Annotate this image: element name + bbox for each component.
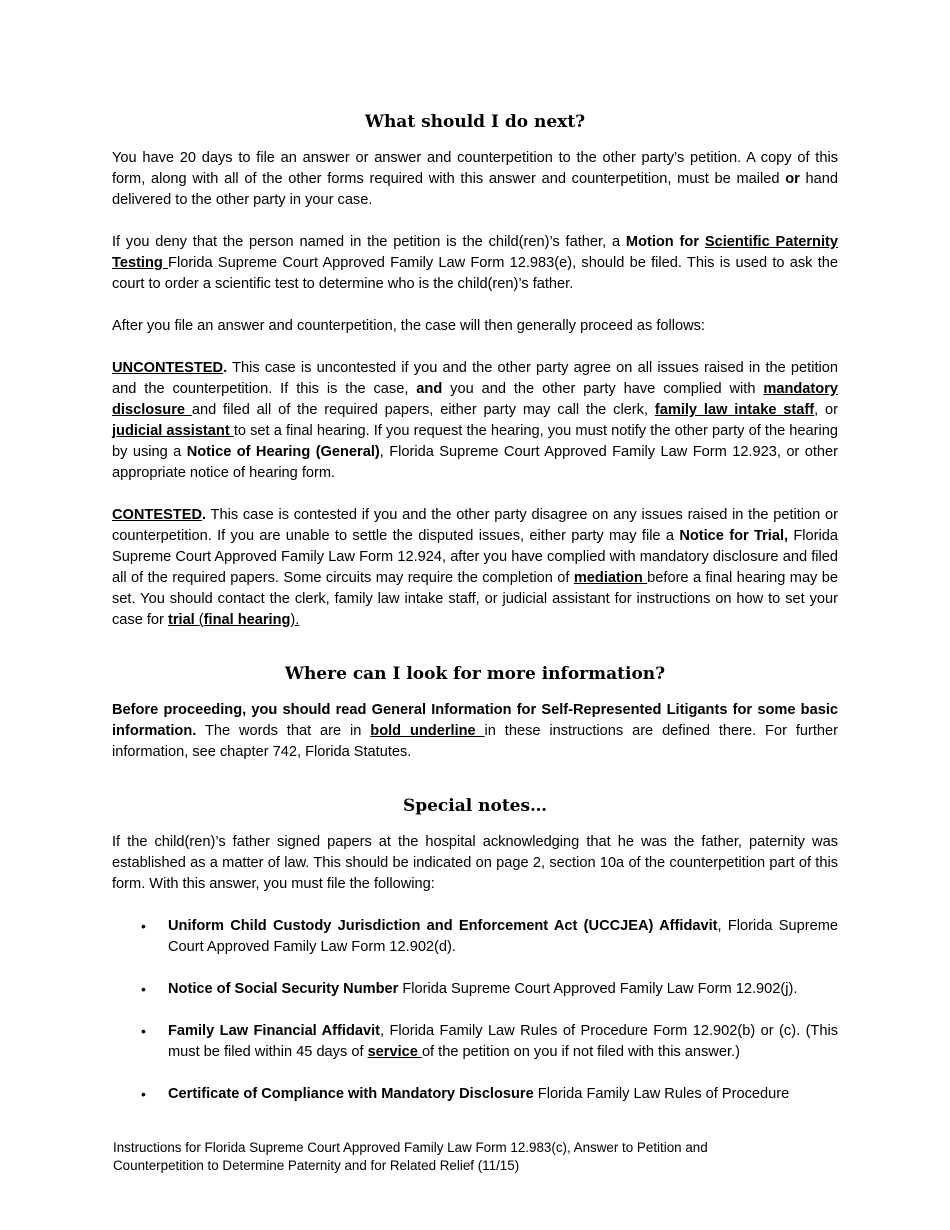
heading-what-next: What should I do next? — [364, 112, 586, 132]
page-footer — [113, 1139, 813, 1174]
footer-line: Counterpetition to Determine Paternity and for Related Relief (11/15) — [113, 1157, 520, 1173]
term-scientific-paternity-testing: Scientific Paternity Testing — [112, 234, 839, 271]
list-item: • Certificate of Compliance with Mandatory Disclosure Florida Family Law Rules of Procedure — [141, 1086, 790, 1102]
paragraph-proceed: After you file an answer and counterpetition, the case will then generally proceed as follows: — [112, 318, 706, 334]
term-trial: trial — [167, 612, 195, 628]
list-item: • Notice of Social Security Number Florida Supreme Court Approved Family Law Form 12.902(j). — [141, 981, 798, 997]
term-judicial-assistant: judicial assistant — [112, 423, 234, 439]
paragraph-scientific-testing: If you deny that the person named in the petition is the child(ren)’s father, a Motion for Scientific Paternity Testing Florida Supreme Court Approved Family Law Form 12.983(e), should be filed. This is used to ask the court to order a scientific test to determine who is the child(ren)’s father. — [112, 234, 839, 292]
term-final-hearing: final hearing — [203, 612, 291, 628]
document-page — [112, 100, 838, 1126]
paragraph-answer-deadline: You have 20 days to file an answer or answer and counterpetition to the other party’s petition. A copy of this form, along with all of the other forms required with this answer and counterpetition, must be mailed or hand delivered to the other party in your case. — [112, 150, 838, 208]
term-uncontested: UNCONTESTED — [112, 360, 224, 376]
list-item: • Uniform Child Custody Jurisdiction and Enforcement Act (UCCJEA) Affidavit, Florida Supreme Court Approved Family Law Form 12.902(d). — [141, 918, 838, 955]
term-bold-underline: bold underline — [370, 723, 485, 739]
heading-more-information: Where can I look for more information? — [284, 664, 666, 684]
term-mandatory-disclosure: mandatory disclosure — [112, 381, 838, 418]
paragraph-before-proceeding: Before proceeding, you should read General Information for Self-Represented Litigants for some basic information. The words that are in bold underline in these instructions are defined there. For further information, see chapter 742, Florida Statutes. — [112, 702, 839, 760]
paragraph-uncontested: UNCONTESTED. This case is uncontested if you and the other party agree on all issues raised in the petition and the counterpetition. If this is the case, and you and the other party have complied with mandatory disclosure and filed all of the required papers, either party may call the clerk, family law intake staff, or judicial assistant to set a final hearing. If you request the hearing, you must notify the other party of the hearing by using a Notice of Hearing (General), Florida Supreme Court Approved Family Law Form 12.923, or other appropriate notice of hearing form. — [112, 360, 839, 481]
term-mediation: mediation — [573, 570, 648, 586]
paragraph-paternity-established: If the child(ren)’s father signed papers at the hospital acknowledging that he was the father, paternity was established as a matter of law. This should be indicated on page 2, section 10a of the counterpetition part of this form. With this answer, you must file the following: — [112, 834, 838, 892]
paragraph-contested: CONTESTED. This case is contested if you and the other party disagree on any issues raised in the petition or counterpetition. If you are unable to settle the disputed issues, either party may file a Notice for Trial, Florida Supreme Court Approved Family Law Form 12.924, after you have complied with mandatory disclosure and filed all of the required papers. Some circuits may require the completion of mediation before a final hearing may be set. You should contact the clerk, family law intake staff, or judicial assistant for instructions on how to set your case for trial (final hearing). — [112, 507, 839, 628]
footer-line: Instructions for Florida Supreme Court Approved Family Law Form 12.983(c), Answer to Petition and — [113, 1140, 708, 1155]
term-family-law-intake-staff: family law intake staff — [654, 402, 815, 418]
term-contested: CONTESTED — [112, 507, 202, 523]
heading-special-notes: Special notes… — [402, 796, 548, 816]
term-service: service — [367, 1044, 422, 1060]
list-item: • Family Law Financial Affidavit, Florida Family Law Rules of Procedure Form 12.902(b) or (c). (This must be filed within 45 days of service of the petition on you if not filed with this answer.) — [141, 1023, 838, 1060]
required-forms-list — [112, 916, 838, 1105]
